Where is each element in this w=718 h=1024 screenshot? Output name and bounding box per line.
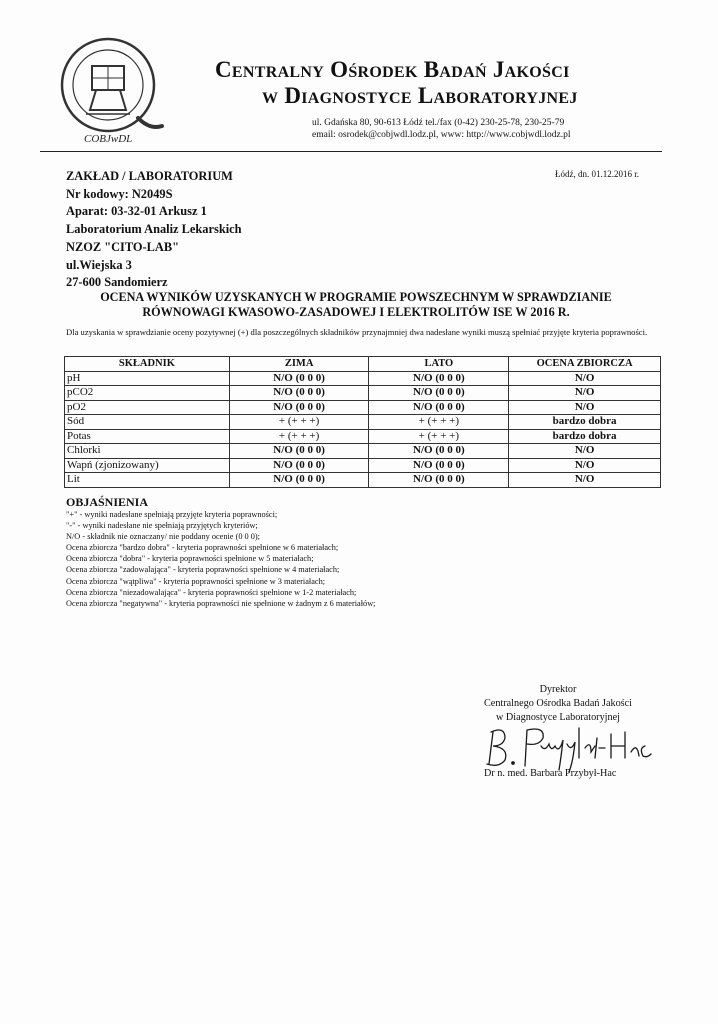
- column-header-skladnik: SKŁADNIK: [65, 357, 230, 372]
- cell-ocena: N/O: [509, 444, 661, 459]
- cell-lato: N/O (0 0 0): [369, 458, 509, 473]
- cell-ocena: bardzo dobra: [509, 429, 661, 444]
- recipient-block: [66, 168, 242, 292]
- recipient-line: NZOZ "CITO-LAB": [66, 239, 180, 254]
- cell-ocena: N/O: [509, 458, 661, 473]
- explanation-line: Ocena zbiorcza "wątpliwa" - kryteria poprawności spełnione w 3 materiałach;: [66, 576, 326, 586]
- cell-lato: N/O (0 0 0): [369, 386, 509, 401]
- document-heading: [76, 290, 636, 320]
- column-header-lato: LATO: [369, 357, 509, 372]
- cell-ocena: N/O: [509, 400, 661, 415]
- results-table: [64, 356, 661, 488]
- cell-lato: N/O (0 0 0): [369, 400, 509, 415]
- cell-zima: N/O (0 0 0): [229, 371, 369, 386]
- cell-ocena: N/O: [509, 386, 661, 401]
- explanation-line: "+" - wyniki nadesłane spełniają przyjęte kryteria poprawności;: [66, 510, 278, 519]
- signer-org-line2: w Diagnostyce Laboratoryjnej: [496, 712, 620, 723]
- cell-ocena: N/O: [509, 473, 661, 488]
- cell-lato: N/O (0 0 0): [369, 473, 509, 488]
- explanation-line: Ocena zbiorcza "bardzo dobra" - kryteria poprawności spełnione w 6 materiałach;: [66, 543, 339, 553]
- recipient-line: Nr kodowy: N2049S: [66, 186, 173, 201]
- logo-text: COBJwDL: [84, 133, 133, 145]
- table-row: [65, 458, 661, 473]
- column-header-ocena: OCENA ZBIORCZA: [509, 357, 661, 372]
- institution-title-line1: Centralny Ośrodek Badań Jakości: [215, 57, 570, 82]
- table-row: [65, 415, 661, 430]
- explanation-line: N/O - składnik nie oznaczany/ nie poddany ocenie (0 0 0);: [66, 532, 260, 542]
- column-header-zima: ZIMA: [229, 357, 369, 372]
- intro-text: Dla uzyskania w sprawdzianie oceny pozytywnej (+) dla poszczególnych składników przynajmniej dwa nadesłane wyniki muszą spełniać przyjęte kryteria poprawności.: [66, 327, 648, 337]
- cell-lato: + (+ + +): [369, 429, 509, 444]
- table-row: [65, 444, 661, 459]
- signer-role: Dyrektor: [539, 684, 577, 695]
- heading-line2: RÓWNOWAGI KWASOWO-ZASADOWEJ I ELEKTROLITÓW ISE W 2016 R.: [142, 305, 570, 319]
- explanation-line: Ocena zbiorcza "dobra" - kryteria poprawności spełnione w 5 materiałach;: [66, 554, 314, 564]
- cell-name: Lit: [65, 473, 230, 488]
- table-row: [65, 371, 661, 386]
- cell-zima: N/O (0 0 0): [229, 444, 369, 459]
- recipient-line: Aparat: 03-32-01 Arkusz 1: [66, 204, 207, 219]
- signer-name: Dr n. med. Barbara Przybył-Hac: [484, 768, 617, 779]
- explanations-title: OBJAŚNIENIA: [66, 495, 149, 509]
- cell-ocena: bardzo dobra: [509, 415, 661, 430]
- table-row: [65, 386, 661, 401]
- cell-zima: + (+ + +): [229, 429, 369, 444]
- recipient-line: ZAKŁAD / LABORATORIUM: [66, 169, 233, 183]
- explanations-list: [66, 509, 376, 609]
- explanation-line: Ocena zbiorcza "niezadowalająca" - kryteria poprawności spełnione w 1-2 materiałach;: [66, 587, 357, 597]
- table-row: [65, 400, 661, 415]
- heading-line1: OCENA WYNIKÓW UZYSKANYCH W PROGRAMIE POWSZECHNYM W SPRAWDZIANIE: [100, 290, 612, 304]
- explanation-line: Ocena zbiorcza "zadowalająca" - kryteria poprawności spełnione w 4 materiałach;: [66, 565, 340, 575]
- contact-line: email: osrodek@cobjwdl.lodz.pl, www: http://www.cobjwdl.lodz.pl: [312, 130, 571, 140]
- cell-zima: N/O (0 0 0): [229, 400, 369, 415]
- table-row: [65, 429, 661, 444]
- institution-title-line2: w Diagnostyce Laboratoryjnej: [262, 83, 578, 108]
- cell-name: Potas: [65, 429, 230, 444]
- cell-zima: N/O (0 0 0): [229, 473, 369, 488]
- header-divider: [40, 151, 662, 152]
- cell-ocena: N/O: [509, 371, 661, 386]
- cell-lato: N/O (0 0 0): [369, 371, 509, 386]
- recipient-line: ul.Wiejska 3: [66, 257, 132, 272]
- signer-org-line1: Centralnego Ośrodka Badań Jakości: [484, 698, 632, 709]
- cell-name: Wapń (zjonizowany): [65, 458, 230, 473]
- explanation-line: "-" - wyniki nadesłane nie spełniają przyjętych kryteriów;: [66, 521, 258, 531]
- cobjwdl-logo: [50, 30, 176, 148]
- cell-zima: + (+ + +): [229, 415, 369, 430]
- cell-lato: + (+ + +): [369, 415, 509, 430]
- table-header-row: [65, 357, 661, 372]
- address-line: ul. Gdańska 80, 90-613 Łódź tel./fax (0-42) 230-25-78, 230-25-79: [312, 118, 565, 128]
- explanation-line: Ocena zbiorcza "negatywna" - kryteria poprawności nie spełnione w żadnym z 6 materiałów;: [66, 598, 376, 608]
- cell-name: pCO2: [65, 386, 230, 401]
- cell-zima: N/O (0 0 0): [229, 458, 369, 473]
- recipient-line: 27-600 Sandomierz: [66, 275, 168, 290]
- cell-zima: N/O (0 0 0): [229, 386, 369, 401]
- table-row: [65, 473, 661, 488]
- cell-name: Sód: [65, 415, 230, 430]
- cell-name: Chlorki: [65, 444, 230, 459]
- cell-name: pH: [65, 371, 230, 386]
- recipient-line: Laboratorium Analiz Lekarskich: [66, 222, 242, 237]
- cell-name: pO2: [65, 400, 230, 415]
- cell-lato: N/O (0 0 0): [369, 444, 509, 459]
- document-date: Łódź, dn. 01.12.2016 r.: [555, 169, 639, 179]
